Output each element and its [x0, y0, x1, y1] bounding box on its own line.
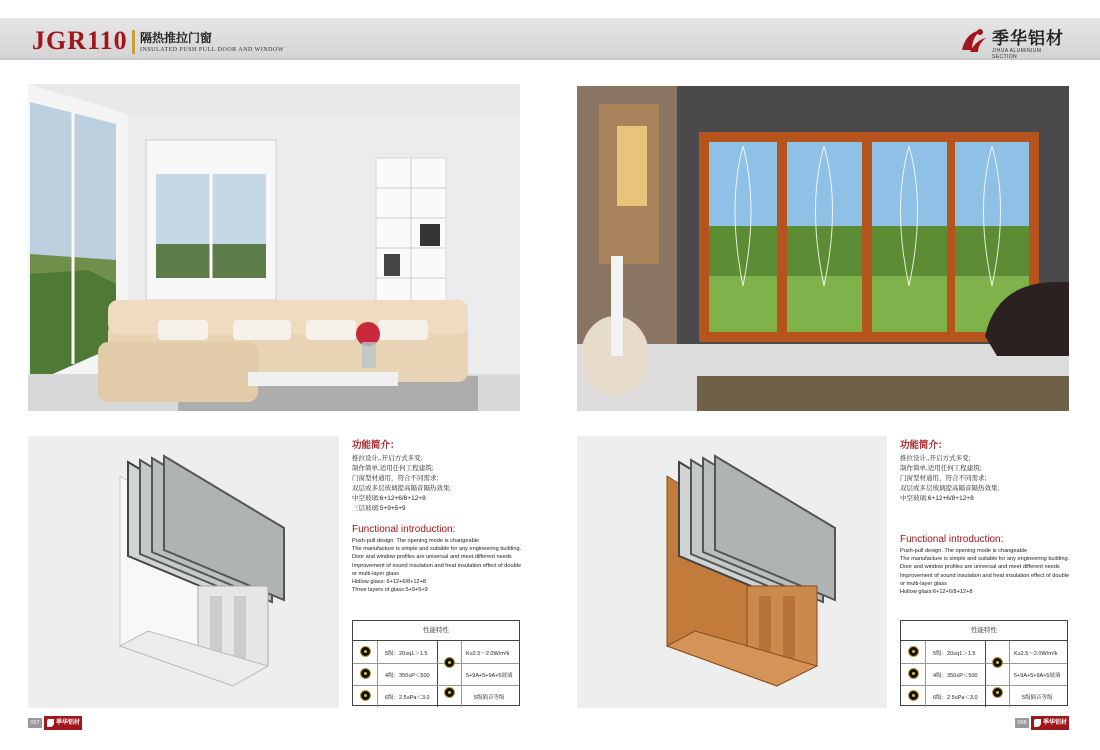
footer-brand-logo: 季华铝材	[44, 716, 82, 730]
feature-cn-4: 双层或多层玻璃提高隔音隔热效果;	[352, 485, 452, 492]
footer-brand-logo: 季华铝材	[1031, 716, 1069, 730]
model-number: JGR110	[32, 26, 128, 55]
feature-cn-1: 推拉设计,,开启方式多变;	[352, 455, 423, 462]
feature-en-3: Door and window profiles are universal and meet different needs	[352, 554, 512, 561]
profile-cross-section-white	[28, 436, 339, 708]
brand-mark-icon	[958, 26, 988, 54]
air-tightness-icon	[360, 646, 371, 657]
features-left	[352, 437, 527, 594]
brand-name-en: JIHUA ALUMINIUM SECTION	[992, 48, 1042, 60]
feature-title-en: Functional introduction:	[900, 534, 1004, 545]
feature-en-4: Improvement of sound insulation and heat insulation effect of double or multi-layer glass	[352, 562, 522, 577]
feature-cn-1: 推拉设计,,开启方式多变;	[900, 455, 971, 462]
product-title-cn: 隔热推拉门窗	[140, 31, 213, 45]
glass-config-value: 5+9A+5+9A+5玻璃	[466, 673, 513, 679]
brand-name-cn: 季华铝材	[992, 29, 1064, 48]
sound-insulation-value: 5级隔音等级	[474, 695, 505, 701]
feature-cn-6: 三层玻璃:5+9+5+9	[352, 505, 406, 512]
feature-cn-2: 制作简单,适用任何工程建筑;	[352, 465, 434, 472]
page-number-left: 057	[28, 718, 42, 728]
performance-table-right	[900, 620, 1068, 706]
sound-insulation-icon	[992, 687, 1003, 698]
heat-insulation-icon	[992, 657, 1003, 668]
heat-insulation-value: K≥2.5～2.0W/m²k	[1014, 651, 1058, 657]
feature-cn-5: 中空玻璃:6+12+6/8+12+8	[352, 495, 426, 502]
sound-insulation-value: 5级隔音等级	[1022, 695, 1053, 701]
page-header	[0, 18, 1100, 60]
feature-en-6: Three layers of glass:5+9+5+9	[352, 587, 428, 594]
air-tightness-value: 5级：20≥q1＞1.5	[385, 651, 428, 657]
feature-cn-5: 中空玻璃:6+12+6/8+12+8	[900, 495, 974, 502]
brand-logo	[958, 22, 1068, 58]
water-tightness-icon	[360, 668, 371, 679]
water-tightness-icon	[908, 668, 919, 679]
feature-cn-3: 门窗型材通用，符合不同需求;	[900, 475, 987, 482]
feature-en-2: The manufacture is simple and suitable for any engineering building.	[352, 546, 522, 553]
page-number-right: 058	[1015, 718, 1029, 728]
wind-pressure-icon	[908, 690, 919, 701]
feature-en-2: The manufacture is simple and suitable for any engineering building.	[900, 556, 1070, 563]
profile-cross-section-wood	[577, 436, 887, 708]
feature-en-1: Push-pull design. The opening mode is changeable	[352, 538, 480, 544]
footer-right	[1015, 716, 1085, 730]
feature-title-en: Functional introduction:	[352, 524, 456, 535]
glass-config-value: 5+9A+5+9A+5玻璃	[1014, 673, 1061, 679]
feature-en-5: Hollow glass: 6+12+6/8+12+8	[352, 579, 427, 586]
sound-insulation-icon	[444, 687, 455, 698]
water-tightness-value: 4级：350≤P＜500	[933, 673, 978, 679]
feature-cn-3: 门窗型材通用，符合不同需求;	[352, 475, 439, 482]
performance-table-left	[352, 620, 520, 706]
heat-insulation-icon	[444, 657, 455, 668]
wind-pressure-value: 6级：2.5≤Pa＜3.0	[385, 695, 430, 701]
feature-en-3: Door and window profiles are universal and meet different needs	[900, 564, 1060, 571]
feature-title-cn: 功能简介：	[900, 440, 948, 451]
feature-cn-4: 双层或多层玻璃提高隔音隔热效果;	[900, 485, 1000, 492]
water-tightness-value: 4级：350≤P＜500	[385, 673, 430, 679]
living-room-photo	[28, 84, 520, 411]
wind-pressure-value: 6级：2.5≤Pa＜3.0	[933, 695, 978, 701]
feature-en-5: Hollow glass:6+12+6/8+12+8	[900, 589, 973, 596]
air-tightness-icon	[908, 646, 919, 657]
footer-left	[28, 716, 98, 730]
features-right	[900, 437, 1075, 596]
feature-en-4: Improvement of sound insulation and heat insulation effect of double or multi-layer glass	[900, 572, 1070, 587]
header-divider	[132, 30, 135, 54]
feature-en-1: Push-pull design. The opening mode is changeable	[900, 548, 1028, 554]
sliding-door-photo	[577, 86, 1069, 411]
heat-insulation-value: K≥2.5～2.0W/m²k	[466, 651, 510, 657]
performance-title: 性能特性	[901, 621, 1067, 641]
air-tightness-value: 5级：20≥q1＞1.5	[933, 651, 976, 657]
wind-pressure-icon	[360, 690, 371, 701]
product-title-en: INSULATED PUSH PULL DOOR AND WINDOW	[140, 47, 284, 53]
feature-cn-2: 制作简单,适用任何工程建筑;	[900, 465, 982, 472]
feature-title-cn: 功能简介：	[352, 440, 400, 451]
performance-title: 性能特性	[353, 621, 519, 641]
